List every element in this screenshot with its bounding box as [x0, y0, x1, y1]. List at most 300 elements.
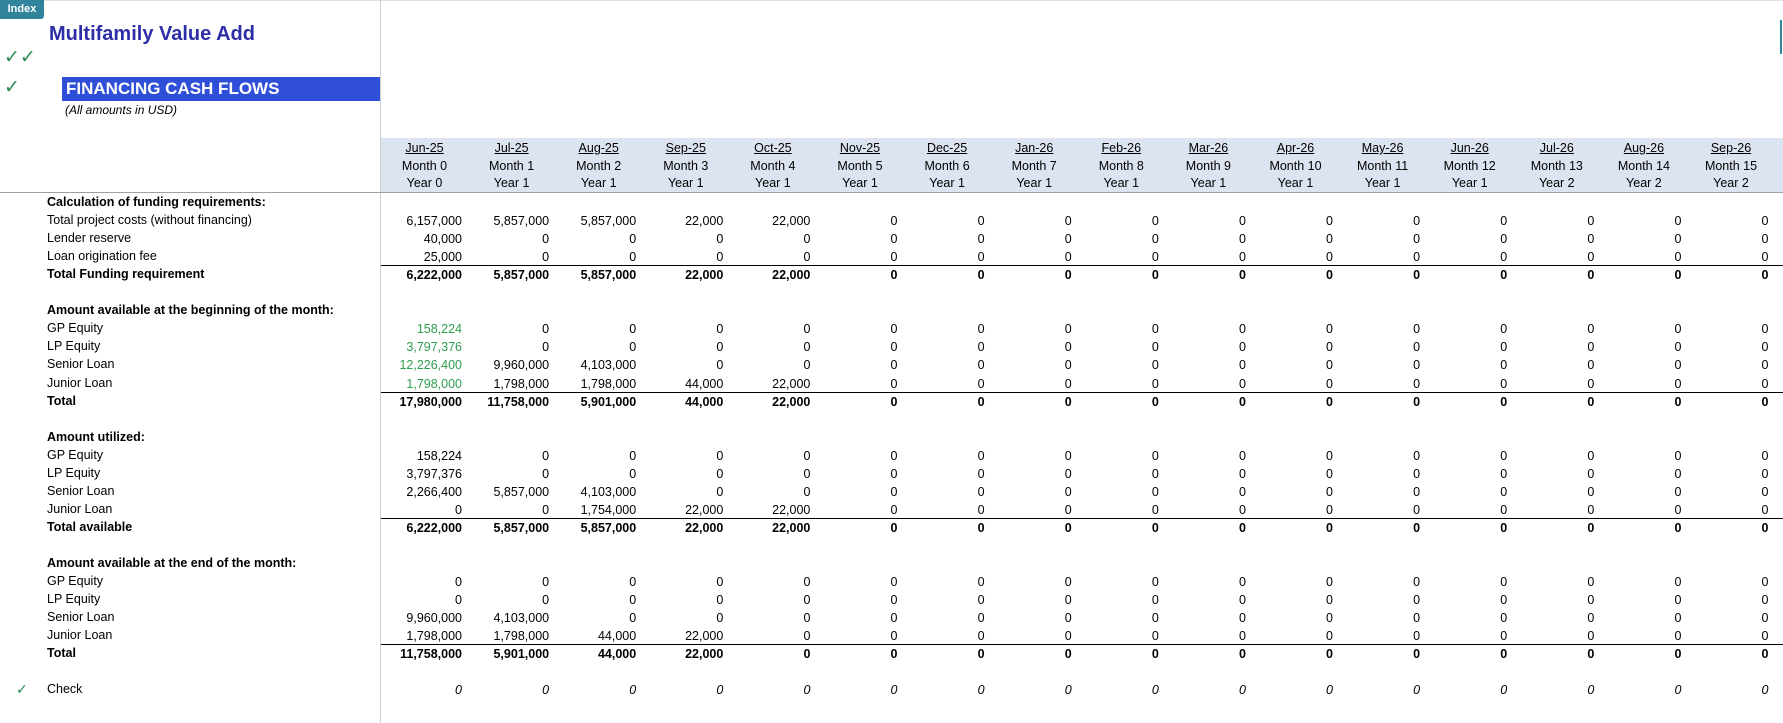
table-cell[interactable]: 0 — [1587, 358, 1595, 373]
table-cell[interactable]: 0 — [716, 358, 724, 373]
table-cell[interactable]: 0 — [890, 629, 898, 644]
table-cell[interactable]: 0 — [1064, 250, 1072, 265]
table-cell[interactable]: 0 — [1238, 629, 1246, 644]
table-cell[interactable]: 0 — [542, 448, 550, 463]
table-cell[interactable]: 6,157,000 — [406, 214, 462, 229]
table-cell[interactable]: 0 — [1064, 466, 1072, 481]
table-cell[interactable]: 0 — [542, 575, 550, 590]
table-cell[interactable]: 0 — [803, 232, 811, 247]
table-cell[interactable]: 0 — [629, 232, 637, 247]
table-cell[interactable]: 0 — [629, 250, 637, 265]
table-cell[interactable]: 0 — [1064, 629, 1072, 644]
table-cell[interactable]: 0 — [716, 593, 724, 608]
table-cell[interactable]: 0 — [1761, 502, 1769, 517]
table-cell[interactable]: 0 — [1326, 502, 1333, 517]
table-cell[interactable]: 0 — [1674, 448, 1682, 463]
table-cell[interactable]: 0 — [542, 250, 550, 265]
table-cell[interactable]: 0 — [803, 611, 811, 626]
table-cell[interactable]: 0 — [1500, 376, 1508, 391]
table-cell[interactable]: 0 — [1674, 214, 1682, 229]
table-cell[interactable]: 0 — [1500, 502, 1508, 517]
table-cell[interactable]: 0 — [1413, 683, 1421, 698]
table-cell[interactable]: 0 — [1238, 484, 1246, 499]
table-cell[interactable]: 0 — [1674, 575, 1682, 590]
table-cell[interactable]: 0 — [1326, 520, 1333, 535]
table-cell[interactable]: 0 — [1238, 250, 1246, 265]
table-cell[interactable]: 0 — [1587, 502, 1595, 517]
table-cell[interactable]: 25,000 — [423, 250, 462, 265]
table-cell[interactable]: 0 — [1064, 214, 1072, 229]
table-cell[interactable]: 158,224 — [416, 322, 462, 337]
table-cell[interactable]: 0 — [1587, 611, 1595, 626]
table-cell[interactable]: 0 — [455, 683, 462, 698]
table-cell[interactable]: 0 — [1064, 520, 1072, 535]
table-cell[interactable]: 0 — [1064, 394, 1072, 409]
table-cell[interactable]: 0 — [1674, 502, 1682, 517]
table-cell[interactable]: 0 — [1238, 214, 1246, 229]
table-cell[interactable]: 0 — [1151, 683, 1159, 698]
table-cell[interactable]: 0 — [716, 448, 724, 463]
table-cell[interactable]: 0 — [1413, 575, 1421, 590]
table-cell[interactable]: 0 — [977, 520, 985, 535]
table-cell[interactable]: 0 — [1238, 683, 1246, 698]
table-cell[interactable]: 0 — [1500, 448, 1508, 463]
table-cell[interactable]: 0 — [977, 268, 985, 283]
table-cell[interactable]: 0 — [1326, 268, 1333, 283]
table-cell[interactable]: 0 — [1500, 250, 1508, 265]
table-cell[interactable]: 0 — [1674, 394, 1682, 409]
table-cell[interactable]: 0 — [1761, 376, 1769, 391]
table-cell[interactable]: 0 — [1500, 484, 1508, 499]
table-cell[interactable]: 0 — [1151, 376, 1159, 391]
table-cell[interactable]: 0 — [803, 466, 811, 481]
table-cell[interactable]: 0 — [803, 484, 811, 499]
table-cell[interactable]: 1,798,000 — [406, 629, 462, 644]
table-cell[interactable]: 0 — [1151, 250, 1159, 265]
table-cell[interactable]: 0 — [977, 683, 985, 698]
table-cell[interactable]: 0 — [1587, 629, 1595, 644]
table-cell[interactable]: 0 — [977, 593, 985, 608]
table-cell[interactable]: 0 — [1413, 520, 1421, 535]
table-cell[interactable]: 0 — [977, 214, 985, 229]
table-cell[interactable]: 0 — [1151, 448, 1159, 463]
table-cell[interactable]: 0 — [1761, 575, 1769, 590]
table-cell[interactable]: 0 — [1238, 520, 1246, 535]
table-cell[interactable]: 22,000 — [685, 502, 724, 517]
table-cell[interactable]: 0 — [1151, 502, 1159, 517]
table-cell[interactable]: 0 — [1151, 358, 1159, 373]
table-cell[interactable]: 0 — [716, 250, 724, 265]
table-cell[interactable]: 0 — [1064, 232, 1072, 247]
table-cell[interactable]: 0 — [1500, 466, 1508, 481]
table-cell[interactable]: 0 — [977, 575, 985, 590]
table-cell[interactable]: 0 — [1151, 647, 1159, 662]
table-cell[interactable]: 0 — [1761, 250, 1769, 265]
table-cell[interactable]: 0 — [1674, 232, 1682, 247]
table-cell[interactable]: 0 — [1587, 448, 1595, 463]
table-cell[interactable]: 22,000 — [772, 394, 811, 409]
table-cell[interactable]: 22,000 — [685, 520, 724, 535]
table-cell[interactable]: 0 — [890, 268, 898, 283]
table-cell[interactable]: 0 — [890, 484, 898, 499]
table-cell[interactable]: 0 — [1151, 484, 1159, 499]
table-cell[interactable]: 0 — [1238, 268, 1246, 283]
table-cell[interactable]: 0 — [716, 232, 724, 247]
table-cell[interactable]: 0 — [890, 214, 898, 229]
table-cell[interactable]: 0 — [1238, 448, 1246, 463]
table-cell[interactable]: 5,857,000 — [493, 214, 550, 229]
table-cell[interactable]: 0 — [1064, 647, 1072, 662]
table-cell[interactable]: 5,857,000 — [580, 520, 637, 535]
table-cell[interactable]: 0 — [1761, 214, 1769, 229]
table-cell[interactable]: 0 — [1500, 629, 1508, 644]
table-cell[interactable]: 0 — [977, 340, 985, 355]
table-cell[interactable]: 0 — [1674, 647, 1682, 662]
table-cell[interactable]: 5,857,000 — [493, 268, 550, 283]
table-cell[interactable]: 3,797,376 — [406, 340, 462, 355]
table-cell[interactable]: 0 — [1064, 611, 1072, 626]
table-cell[interactable]: 22,000 — [772, 376, 811, 391]
table-cell[interactable]: 0 — [1326, 250, 1333, 265]
table-cell[interactable]: 0 — [890, 394, 898, 409]
table-cell[interactable]: 0 — [542, 466, 550, 481]
table-cell[interactable]: 0 — [1761, 683, 1769, 698]
table-cell[interactable]: 0 — [1587, 484, 1595, 499]
table-cell[interactable]: 0 — [1587, 232, 1595, 247]
table-cell[interactable]: 0 — [890, 340, 898, 355]
table-cell[interactable]: 0 — [1064, 484, 1072, 499]
table-cell[interactable]: 0 — [1238, 502, 1246, 517]
table-cell[interactable]: 0 — [1761, 647, 1769, 662]
table-cell[interactable]: 0 — [1238, 340, 1246, 355]
table-cell[interactable]: 4,103,000 — [580, 484, 637, 499]
table-cell[interactable]: 0 — [1151, 629, 1159, 644]
table-cell[interactable]: 0 — [890, 593, 898, 608]
table-cell[interactable]: 0 — [1413, 376, 1421, 391]
table-cell[interactable]: 0 — [542, 322, 550, 337]
table-cell[interactable]: 0 — [977, 448, 985, 463]
table-cell[interactable]: 0 — [1238, 376, 1246, 391]
table-cell[interactable]: 22,000 — [772, 268, 811, 283]
table-cell[interactable]: 0 — [1674, 683, 1682, 698]
table-cell[interactable]: 0 — [1413, 250, 1421, 265]
table-cell[interactable]: 0 — [1500, 520, 1508, 535]
table-cell[interactable]: 0 — [629, 322, 637, 337]
table-cell[interactable]: 0 — [1761, 484, 1769, 499]
table-cell[interactable]: 0 — [455, 502, 462, 517]
table-cell[interactable]: 0 — [1413, 394, 1421, 409]
table-cell[interactable]: 0 — [629, 466, 637, 481]
table-cell[interactable]: 0 — [1413, 322, 1421, 337]
table-cell[interactable]: 0 — [977, 322, 985, 337]
table-cell[interactable]: 0 — [977, 484, 985, 499]
table-cell[interactable]: 9,960,000 — [406, 611, 462, 626]
table-cell[interactable]: 0 — [1674, 520, 1682, 535]
table-cell[interactable]: 0 — [629, 340, 637, 355]
table-cell[interactable]: 5,901,000 — [493, 647, 550, 662]
table-cell[interactable]: 0 — [803, 358, 811, 373]
table-cell[interactable]: 0 — [1761, 611, 1769, 626]
table-cell[interactable]: 0 — [1587, 647, 1595, 662]
table-cell[interactable]: 0 — [1326, 575, 1333, 590]
table-cell[interactable]: 0 — [1064, 593, 1072, 608]
table-cell[interactable]: 0 — [1326, 683, 1333, 698]
table-cell[interactable]: 12,226,400 — [399, 358, 462, 373]
table-cell[interactable]: 0 — [1761, 268, 1769, 283]
table-cell[interactable]: 22,000 — [685, 214, 724, 229]
table-cell[interactable]: 0 — [1587, 575, 1595, 590]
table-cell[interactable]: 0 — [890, 250, 898, 265]
table-cell[interactable]: 0 — [977, 647, 985, 662]
table-cell[interactable]: 0 — [542, 340, 550, 355]
table-cell[interactable]: 0 — [1151, 520, 1159, 535]
table-cell[interactable]: 0 — [1326, 466, 1333, 481]
table-cell[interactable]: 0 — [1326, 593, 1333, 608]
table-cell[interactable]: 0 — [1238, 466, 1246, 481]
index-tab[interactable]: Index — [0, 0, 44, 19]
table-cell[interactable]: 9,960,000 — [493, 358, 550, 373]
table-cell[interactable]: 2,266,400 — [406, 484, 462, 499]
table-cell[interactable]: 5,857,000 — [493, 484, 550, 499]
table-cell[interactable]: 0 — [1413, 647, 1421, 662]
table-cell[interactable]: 0 — [1587, 593, 1595, 608]
table-cell[interactable]: 0 — [455, 575, 462, 590]
table-cell[interactable]: 0 — [1151, 611, 1159, 626]
table-cell[interactable]: 0 — [1151, 340, 1159, 355]
table-cell[interactable]: 0 — [1761, 358, 1769, 373]
table-cell[interactable]: 0 — [1761, 394, 1769, 409]
table-cell[interactable]: 0 — [1674, 322, 1682, 337]
table-cell[interactable]: 0 — [1587, 466, 1595, 481]
table-cell[interactable]: 0 — [803, 629, 811, 644]
table-cell[interactable]: 0 — [1413, 340, 1421, 355]
table-cell[interactable]: 22,000 — [772, 214, 811, 229]
table-cell[interactable]: 0 — [1238, 593, 1246, 608]
table-cell[interactable]: 0 — [1326, 484, 1333, 499]
table-cell[interactable]: 3,797,376 — [406, 466, 462, 481]
table-cell[interactable]: 0 — [1326, 647, 1333, 662]
table-cell[interactable]: 44,000 — [685, 376, 724, 391]
table-cell[interactable]: 0 — [1761, 466, 1769, 481]
table-cell[interactable]: 0 — [803, 593, 811, 608]
table-cell[interactable]: 0 — [1413, 466, 1421, 481]
table-cell[interactable]: 5,857,000 — [580, 268, 637, 283]
table-cell[interactable]: 0 — [1413, 629, 1421, 644]
table-cell[interactable]: 0 — [716, 484, 724, 499]
table-cell[interactable]: 0 — [1674, 358, 1682, 373]
table-cell[interactable]: 0 — [1500, 575, 1508, 590]
table-cell[interactable]: 0 — [803, 448, 811, 463]
table-cell[interactable]: 0 — [890, 322, 898, 337]
table-cell[interactable]: 0 — [1500, 593, 1508, 608]
table-cell[interactable]: 22,000 — [685, 647, 724, 662]
table-cell[interactable]: 0 — [1500, 683, 1508, 698]
table-cell[interactable]: 0 — [1500, 214, 1508, 229]
table-cell[interactable]: 0 — [1500, 394, 1508, 409]
table-cell[interactable]: 0 — [890, 611, 898, 626]
table-cell[interactable]: 0 — [716, 683, 724, 698]
table-cell[interactable]: 0 — [1326, 232, 1333, 247]
table-cell[interactable]: 0 — [1674, 629, 1682, 644]
table-cell[interactable]: 0 — [1238, 322, 1246, 337]
table-cell[interactable]: 44,000 — [597, 629, 637, 644]
table-cell[interactable]: 0 — [1674, 484, 1682, 499]
table-cell[interactable]: 0 — [1500, 322, 1508, 337]
table-cell[interactable]: 0 — [1326, 448, 1333, 463]
table-cell[interactable]: 0 — [1674, 466, 1682, 481]
table-cell[interactable]: 0 — [1674, 376, 1682, 391]
table-cell[interactable]: 0 — [977, 358, 985, 373]
table-cell[interactable]: 0 — [1761, 232, 1769, 247]
table-cell[interactable]: 0 — [1500, 268, 1508, 283]
table-cell[interactable]: 17,980,000 — [399, 394, 462, 409]
table-cell[interactable]: 0 — [890, 466, 898, 481]
table-cell[interactable]: 5,901,000 — [580, 394, 637, 409]
table-cell[interactable]: 22,000 — [685, 268, 724, 283]
table-cell[interactable]: 0 — [977, 466, 985, 481]
table-cell[interactable]: 0 — [803, 647, 811, 662]
table-cell[interactable]: 0 — [716, 322, 724, 337]
table-cell[interactable]: 0 — [1064, 448, 1072, 463]
table-cell[interactable]: 0 — [1587, 394, 1595, 409]
table-cell[interactable]: 0 — [1587, 322, 1595, 337]
table-cell[interactable]: 0 — [1151, 575, 1159, 590]
table-cell[interactable]: 0 — [716, 340, 724, 355]
table-cell[interactable]: 22,000 — [772, 520, 811, 535]
table-cell[interactable]: 0 — [1326, 322, 1333, 337]
table-cell[interactable]: 0 — [1674, 340, 1682, 355]
table-cell[interactable]: 0 — [1413, 502, 1421, 517]
table-cell[interactable]: 0 — [1761, 593, 1769, 608]
table-cell[interactable]: 0 — [1151, 268, 1159, 283]
table-cell[interactable]: 0 — [1151, 593, 1159, 608]
table-cell[interactable]: 0 — [1064, 376, 1072, 391]
table-cell[interactable]: 0 — [1326, 340, 1333, 355]
table-cell[interactable]: 0 — [1413, 448, 1421, 463]
table-cell[interactable]: 0 — [1500, 647, 1508, 662]
table-cell[interactable]: 0 — [1151, 232, 1159, 247]
table-cell[interactable]: 22,000 — [772, 502, 811, 517]
table-cell[interactable]: 6,222,000 — [406, 520, 462, 535]
table-cell[interactable]: 0 — [890, 448, 898, 463]
table-cell[interactable]: 0 — [1064, 683, 1072, 698]
table-cell[interactable]: 0 — [542, 502, 550, 517]
table-cell[interactable]: 0 — [1151, 214, 1159, 229]
table-cell[interactable]: 0 — [1500, 232, 1508, 247]
table-cell[interactable]: 1,798,000 — [493, 629, 550, 644]
table-cell[interactable]: 0 — [1674, 250, 1682, 265]
table-cell[interactable]: 0 — [716, 611, 724, 626]
table-cell[interactable]: 0 — [1326, 214, 1333, 229]
table-cell[interactable]: 0 — [1587, 520, 1595, 535]
table-cell[interactable]: 44,000 — [685, 394, 724, 409]
table-cell[interactable]: 0 — [1761, 629, 1769, 644]
table-cell[interactable]: 0 — [1064, 358, 1072, 373]
table-cell[interactable]: 0 — [629, 448, 637, 463]
table-cell[interactable]: 0 — [1151, 322, 1159, 337]
table-cell[interactable]: 0 — [1674, 593, 1682, 608]
table-cell[interactable]: 4,103,000 — [580, 358, 637, 373]
table-cell[interactable]: 0 — [890, 502, 898, 517]
table-cell[interactable]: 0 — [890, 683, 898, 698]
table-cell[interactable]: 0 — [1761, 322, 1769, 337]
table-cell[interactable]: 0 — [1674, 611, 1682, 626]
table-cell[interactable]: 0 — [629, 575, 637, 590]
table-cell[interactable]: 1,798,000 — [406, 376, 462, 391]
table-cell[interactable]: 0 — [803, 575, 811, 590]
table-cell[interactable]: 0 — [890, 376, 898, 391]
table-cell[interactable]: 0 — [1761, 520, 1769, 535]
table-cell[interactable]: 0 — [1326, 394, 1333, 409]
table-cell[interactable]: 0 — [1761, 340, 1769, 355]
table-cell[interactable]: 0 — [1413, 214, 1421, 229]
table-cell[interactable]: 0 — [890, 575, 898, 590]
table-cell[interactable]: 5,857,000 — [493, 520, 550, 535]
table-cell[interactable]: 0 — [803, 322, 811, 337]
table-cell[interactable]: 0 — [1500, 358, 1508, 373]
table-cell[interactable]: 0 — [1151, 466, 1159, 481]
table-cell[interactable]: 0 — [977, 611, 985, 626]
table-cell[interactable]: 0 — [455, 593, 462, 608]
table-cell[interactable]: 0 — [803, 250, 811, 265]
table-cell[interactable]: 1,798,000 — [493, 376, 550, 391]
table-cell[interactable]: 0 — [1326, 358, 1333, 373]
table-cell[interactable]: 0 — [629, 611, 637, 626]
table-cell[interactable]: 0 — [1238, 575, 1246, 590]
table-cell[interactable]: 0 — [1500, 611, 1508, 626]
table-cell[interactable]: 0 — [977, 250, 985, 265]
table-cell[interactable]: 0 — [1413, 232, 1421, 247]
table-cell[interactable]: 0 — [629, 683, 637, 698]
table-cell[interactable]: 0 — [1064, 340, 1072, 355]
table-cell[interactable]: 0 — [977, 629, 985, 644]
table-cell[interactable]: 158,224 — [416, 448, 462, 463]
table-cell[interactable]: 0 — [803, 340, 811, 355]
table-cell[interactable]: 0 — [977, 376, 985, 391]
table-cell[interactable]: 0 — [1413, 593, 1421, 608]
table-cell[interactable]: 1,798,000 — [580, 376, 637, 391]
table-cell[interactable]: 44,000 — [597, 647, 637, 662]
table-cell[interactable]: 0 — [1238, 647, 1246, 662]
table-cell[interactable]: 0 — [1587, 268, 1595, 283]
table-cell[interactable]: 0 — [1587, 683, 1595, 698]
table-cell[interactable]: 0 — [977, 232, 985, 247]
table-cell[interactable]: 0 — [1326, 376, 1333, 391]
table-cell[interactable]: 0 — [1413, 358, 1421, 373]
table-cell[interactable]: 0 — [1064, 322, 1072, 337]
table-cell[interactable]: 4,103,000 — [493, 611, 550, 626]
table-cell[interactable]: 5,857,000 — [580, 214, 637, 229]
table-cell[interactable]: 0 — [1413, 611, 1421, 626]
table-cell[interactable]: 11,758,000 — [400, 647, 462, 662]
table-cell[interactable]: 22,000 — [685, 629, 724, 644]
table-cell[interactable]: 0 — [716, 575, 724, 590]
table-cell[interactable]: 0 — [1587, 250, 1595, 265]
table-cell[interactable]: 1,754,000 — [580, 502, 637, 517]
table-cell[interactable]: 0 — [1500, 340, 1508, 355]
table-cell[interactable]: 0 — [1326, 629, 1333, 644]
table-cell[interactable]: 0 — [890, 358, 898, 373]
table-cell[interactable]: 0 — [977, 394, 985, 409]
table-cell[interactable]: 0 — [1587, 214, 1595, 229]
table-cell[interactable]: 0 — [1238, 611, 1246, 626]
table-cell[interactable]: 0 — [1761, 448, 1769, 463]
table-cell[interactable]: 0 — [890, 232, 898, 247]
table-cell[interactable]: 0 — [1674, 268, 1682, 283]
table-cell[interactable]: 0 — [629, 593, 637, 608]
table-cell[interactable]: 0 — [890, 520, 898, 535]
table-cell[interactable]: 0 — [1413, 484, 1421, 499]
